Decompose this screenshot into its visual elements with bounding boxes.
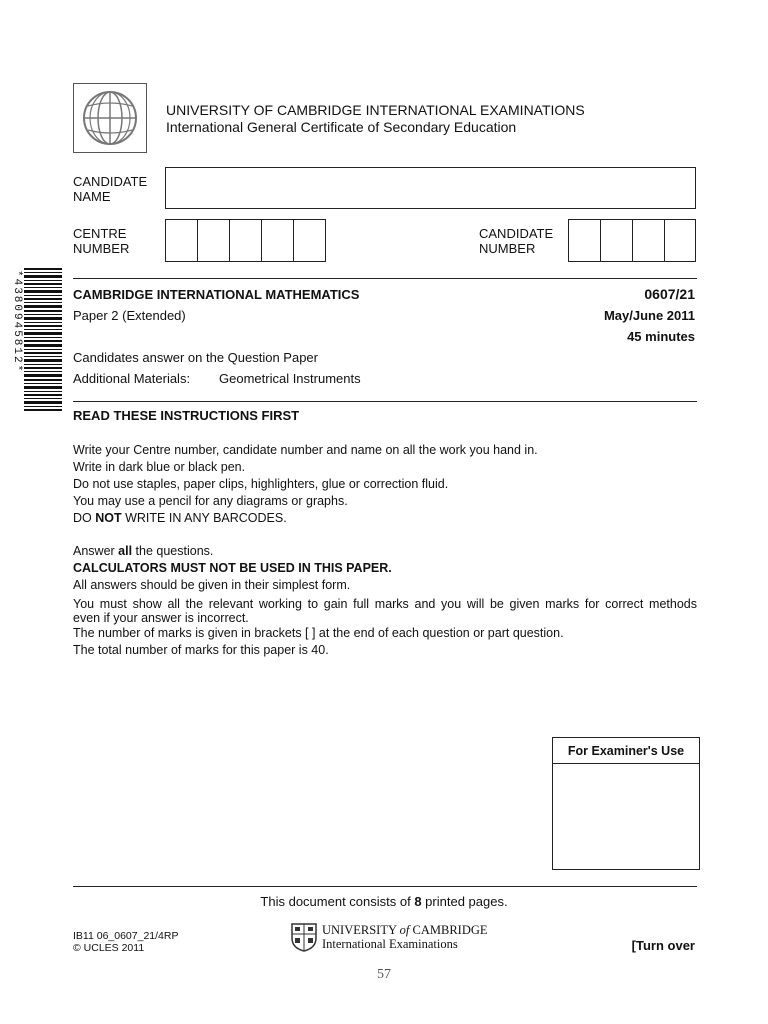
instruction-line: Write in dark blue or black pen.	[73, 460, 246, 474]
turn-over-note: [Turn over	[631, 938, 695, 953]
instruction-line: You may use a pencil for any diagrams or graphs.	[73, 494, 348, 508]
candidate-name-label: CANDIDATE NAME	[73, 174, 148, 204]
materials-value: Geometrical Instruments	[219, 371, 361, 386]
centre-number-field[interactable]	[165, 219, 326, 262]
barcode-digits: *4380945812*	[11, 270, 23, 374]
instruction-line: Write your Centre number, candidate number and name on all the work you hand in.	[73, 443, 538, 457]
instruction-line: You must show all the relevant working to gain full marks and you will be given marks for correct methods even if your answer is incorrect.	[73, 597, 697, 625]
page-number: 57	[377, 967, 391, 982]
candidate-number-label: CANDIDATE NUMBER	[479, 226, 554, 256]
centre-number-label: CENTRE NUMBER	[73, 226, 130, 256]
instruction-line: DO NOT WRITE IN ANY BARCODES.	[73, 511, 287, 525]
answer-on-paper: Candidates answer on the Question Paper	[73, 350, 318, 365]
examiners-use-box	[552, 737, 700, 870]
barcode	[24, 268, 62, 412]
instruction-line: Answer all the questions.	[73, 544, 214, 558]
globe-logo	[73, 83, 147, 153]
instruction-line: The number of marks is given in brackets [ ] at the end of each question or part question.	[73, 626, 564, 640]
paper-code: 0607/21	[644, 286, 695, 302]
divider-footer	[73, 886, 697, 887]
org-subtitle: International General Certificate of Secondary Education	[166, 119, 517, 135]
exam-session: May/June 2011	[603, 308, 695, 323]
cambridge-logo: UNIVERSITY of CAMBRIDGE International Examinations	[290, 922, 490, 954]
instructions-block	[73, 442, 697, 659]
paper-name: Paper 2 (Extended)	[73, 308, 186, 323]
materials-label: Additional Materials:	[73, 371, 191, 386]
candidate-number-field[interactable]	[568, 219, 696, 262]
instruction-line: Do not use staples, paper clips, highlighters, glue or correction fluid.	[73, 477, 449, 491]
exam-duration: 45 minutes	[627, 329, 695, 344]
org-title: UNIVERSITY OF CAMBRIDGE INTERNATIONAL EXAMINATIONS	[166, 102, 585, 118]
page-count-note: This document consists of 8 printed pages.	[260, 894, 508, 909]
instruction-line: The total number of marks for this paper is 40.	[73, 643, 329, 657]
divider-top	[73, 278, 697, 279]
instruction-line: All answers should be given in their simplest form.	[73, 578, 351, 592]
instructions-heading: READ THESE INSTRUCTIONS FIRST	[73, 408, 300, 423]
subject-title: CAMBRIDGE INTERNATIONAL MATHEMATICS	[73, 287, 360, 302]
instruction-line: CALCULATORS MUST NOT BE USED IN THIS PAPER.	[73, 561, 392, 575]
crest-icon	[290, 922, 318, 952]
candidate-name-field[interactable]	[165, 167, 696, 209]
examiners-use-label: For Examiner's Use	[553, 738, 699, 764]
globe-icon	[80, 88, 140, 148]
document-reference: IB11 06_0607_21/4RP © UCLES 2011	[73, 930, 179, 954]
divider-mid	[73, 401, 697, 402]
